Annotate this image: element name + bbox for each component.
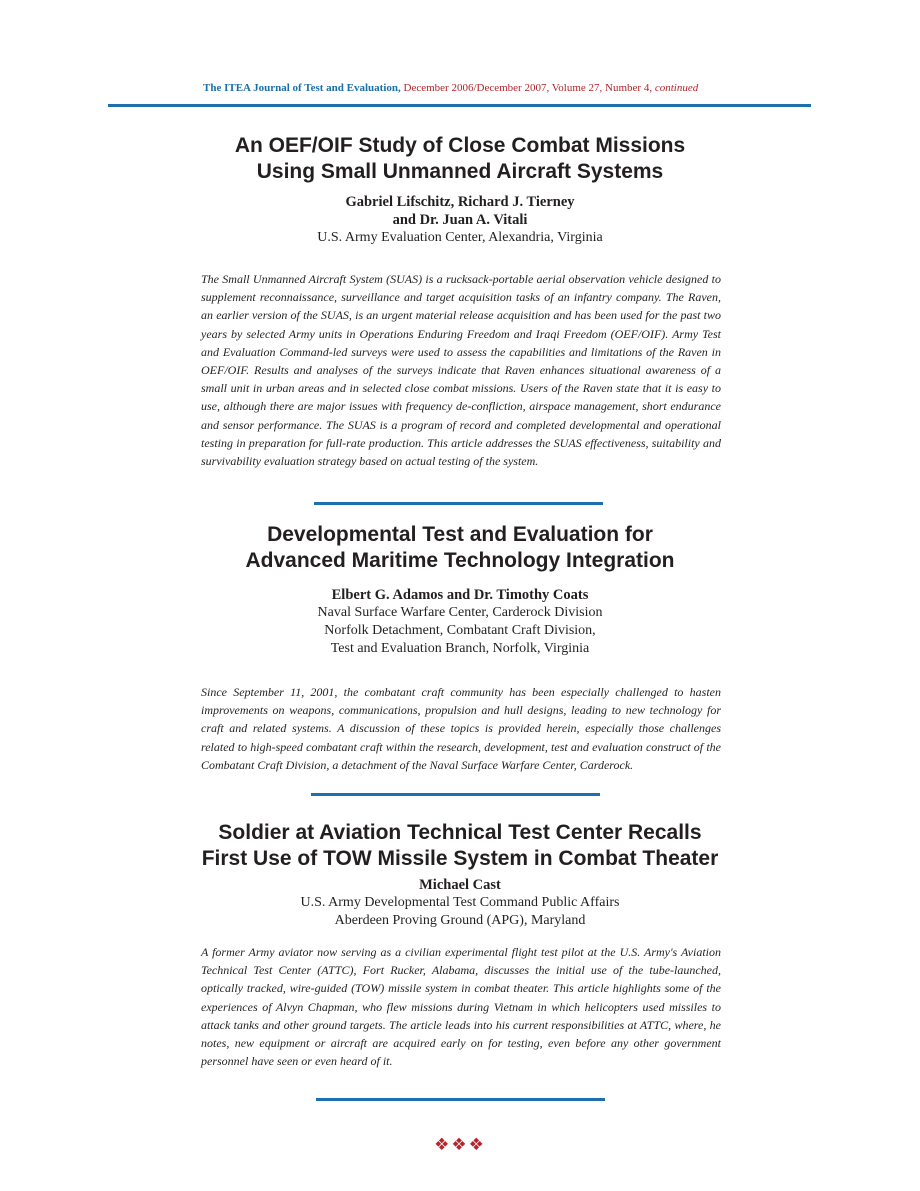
- section-divider: [316, 1098, 605, 1101]
- author-line: Elbert G. Adamos and Dr. Timothy Coats: [331, 587, 589, 603]
- affiliation-line: Naval Surface Warfare Center, Carderock Division: [317, 605, 603, 620]
- article-abstract: Since September 11, 2001, the combatant craft community has been especially challenged to hasten improvements on weapons, communications, propulsion and hull designs, leading to new technology for craft and related systems. A discussion of these topics is provided herein, especially those challenges related to high-speed combatant craft within the research, development, test and evaluation construct of the Combatant Craft Division, a detachment of the Naval Surface Warfare Center, Carderock.: [201, 685, 721, 772]
- article-affiliation: [0, 894, 920, 930]
- title-line: Using Small Unmanned Aircraft Systems: [256, 160, 664, 183]
- article-3: [0, 820, 920, 930]
- affiliation-line: Norfolk Detachment, Combatant Craft Division,: [324, 623, 596, 638]
- author-line: Gabriel Lifschitz, Richard J. Tierney: [345, 194, 575, 210]
- end-ornament-icon: ❖❖❖: [434, 1135, 486, 1155]
- title-line: Advanced Maritime Technology Integration: [245, 549, 675, 572]
- article-abstract: A former Army aviator now serving as a civilian experimental flight test pilot at the U.S. Army's Aviation Technical Test Center (ATTC), Fort Rucker, Alabama, discusses the initial use of the tube-launched, optically tracked, wire-guided (TOW) missile system in combat theater. This article highlights some of the experiences of Alvyn Chapman, who flew missions during Vietnam in which helicopters used missiles to attack tanks and other ground targets. The article leads into his current responsibilities at ATTC, where, he notes, new equipment or aircraft are acquired early on for testing, even before any other government personnel have seen or even heard of it.: [201, 945, 721, 1069]
- article-authors: [0, 586, 920, 604]
- title-line: An OEF/OIF Study of Close Combat Missions: [234, 134, 686, 157]
- affiliation-line: Test and Evaluation Branch, Norfolk, Virginia: [330, 641, 590, 656]
- affiliation-line: U.S. Army Evaluation Center, Alexandria, Virginia: [317, 230, 603, 245]
- section-divider: [314, 502, 603, 505]
- article-authors: [0, 193, 920, 229]
- article-2: [0, 522, 920, 658]
- article-title: [0, 522, 920, 574]
- article-abstract: The Small Unmanned Aircraft System (SUAS) is a rucksack-portable aerial observation vehicle designed to supplement reconnaissance, surveillance and target acquisition tasks of an infantry company. The Raven, an earlier version of the SUAS, is an urgent material release acquisition and has been used for the past two years by selected Army units in Operations Enduring Freedom and Iraqi Freedom (OEF/OIF). Army Test and Evaluation Command-led surveys were used to assess the capabilities and limitations of the Raven in OEF/OIF. Results and analyses of the surveys indicate that Raven enhances situational awareness of a small unit in urban areas and in selected close combat missions. Users of the Raven state that it is easy to use, although there are major issues with frequency de-confliction, airspace management, short endurance and sensor performance. The SUAS is a program of record and completed developmental and operational testing in preparation for full-rate production. This article addresses the SUAS effectiveness, suitability and survivability evaluation strategy based on actual testing of the system.: [201, 272, 721, 469]
- header-rule: [108, 104, 811, 107]
- journal-name: The ITEA Journal of Test and Evaluation,: [203, 82, 401, 94]
- author-line: Michael Cast: [419, 877, 501, 893]
- title-line: Soldier at Aviation Technical Test Center Recalls: [218, 821, 702, 844]
- affiliation-line: U.S. Army Developmental Test Command Public Affairs: [300, 895, 620, 910]
- affiliation-line: Aberdeen Proving Ground (APG), Maryland: [334, 913, 586, 928]
- continued-label: continued: [654, 82, 699, 94]
- running-header: [203, 82, 803, 94]
- author-line: and Dr. Juan A. Vitali: [392, 212, 528, 228]
- title-line: First Use of TOW Missile System in Combat Theater: [201, 847, 719, 870]
- issue-info: December 2006/December 2007, Volume 27, Number 4,: [403, 82, 653, 94]
- article-affiliation: [0, 604, 920, 658]
- article-title: [0, 133, 920, 185]
- article-affiliation: [0, 229, 920, 247]
- article-title: [0, 820, 920, 872]
- section-divider: [311, 793, 600, 796]
- article-1: [0, 133, 920, 247]
- title-line: Developmental Test and Evaluation for: [267, 523, 653, 546]
- article-authors: [0, 876, 920, 894]
